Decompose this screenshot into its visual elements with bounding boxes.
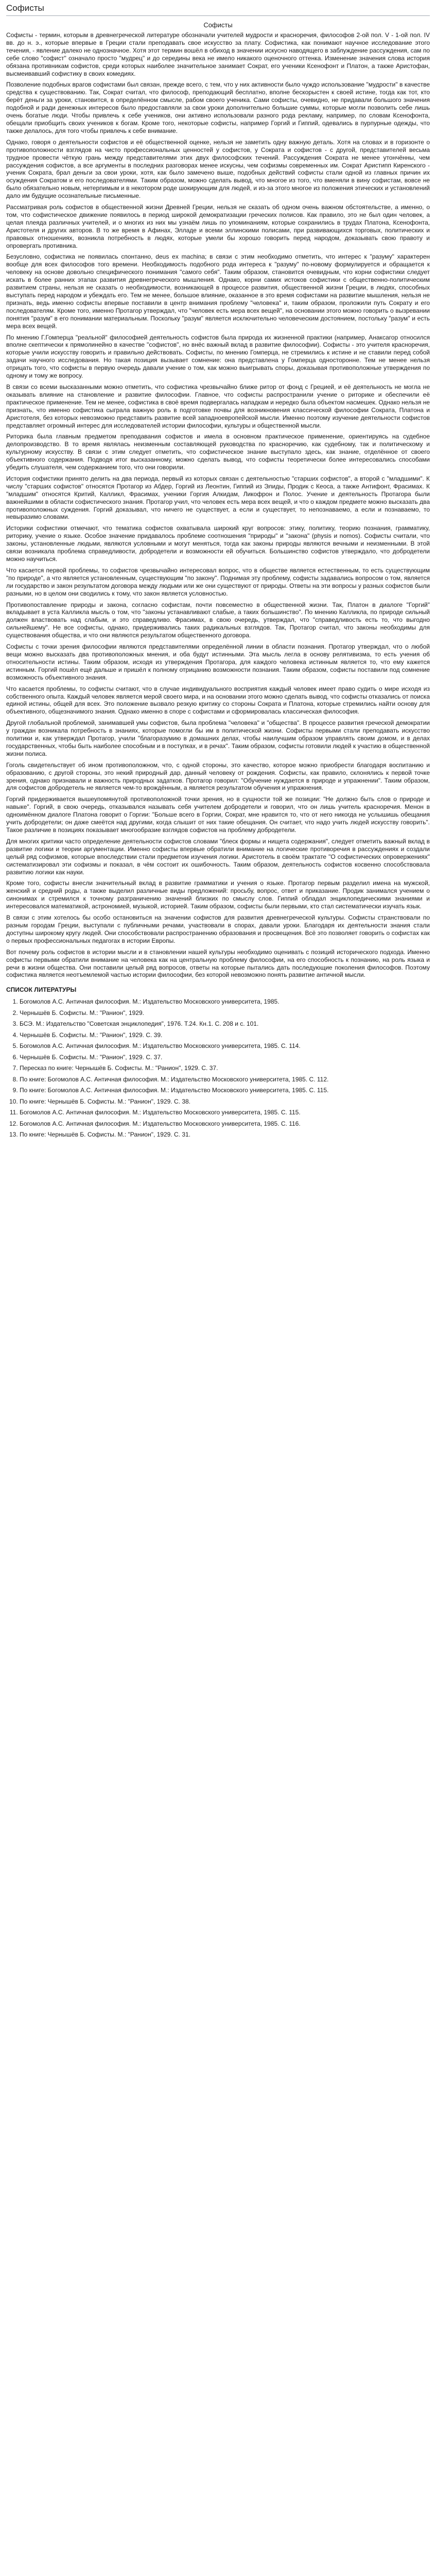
paragraph: Софисты - термин, которым в древнегреческой литературе обозначали учителей мудрости и красноречия, философов 2-ой пол. V - 1-ой пол. IV вв. до н. э., которые впервые в Греции стали преподавать свое искусство за плату. Софистика, как понимают научное исследование этого течения, - явление далеко не однозначное. Хотя этот термин вошёл в обиход в значении искусно наводящего в заблуждение рассуждения, сам по себе слово "софист" означало просто "мудрец" и до середины века не имело никакого оценочного оттенка. Изменение значения слова история обязана противникам софистов, среди которых наиболее значительное занимает Сократ, его ученики Ксенофонт и Платон, а также Аристофан, высмеивавший софистику в своих комедиях. <box>6 31 430 77</box>
reference-item: 11. Богомолов А.С. Античная философия. М.: Издательство Московского университета, 1985. С. 115. <box>20 1109 430 1116</box>
document-title: Софисты <box>203 21 233 29</box>
reference-item: 1. Богомолов А.С. Античная философия. М.: Издательство Московского университета, 1985. <box>20 998 430 1006</box>
paragraph: Другой глобальной проблемой, занимавшей умы софистов, была проблема "человека" и "общества". В процессе развития греческой демократии у граждан возникала потребность в знаниях, которые помогли бы им в политической жизни. Софисты первыми стали преподавать искусство политики и, как утверждал Протагор, учили "благоразумию в домашних делах, чтобы наилучшим образом управлять своим домом, и в делах государственных, чтобы быть наиболее способным и в поступках, и в речах". Таким образом, софисты готовили людей к участию в общественной жизни полиса. <box>6 719 430 757</box>
paragraph: Безусловно, софистика не появилась спонтанно, deus ex machina; в связи с этим необходимо отметить, что интерес к "разуму" характерен вообще для всех философов того времени. Необходимость подобного рода интереса к "разуму" по-новому формулируется и обращается к человеку на основе довольно специфического понимания "самого себя". Таким образом, становится очевидным, что корни софистики следует искать в более ранних этапах развития древнегреческого мышления. Однако, корни самих истоков софистики с общественно-политическим развитием страны, нельзя не сказать о необходимости, возникающей в процессе развития, общественной жизни Греции, в людях, способных выступать перед народом и убеждать его. Тем не менее, большое влияние, оказанное в это время софистами на развитие мышления, нельзя не признать, ведь именно софисты впервые поставили в центр внимания проблему "человека" и, таким образом, проложили путь Сократу и его последователям. Кроме того, именно Протагор утверждал, что "человек есть мера всех вещей", на основании этого можно говорить о вызревании понятия "разум" в его понимании материальным. Поскольку "разум" является исключительно человеческим достоянием, постольку "разум" и есть мера всех вещей. <box>6 253 430 330</box>
paragraph: Однако, говоря о деятельности софистов и её общественной оценке, нельзя не заметить одну важную деталь. Хотя на словах и в горизонте о противоположности взглядов на чисто профессиональных ценностей у софистов, у Сократа и софистов - с другой, представителей весьма трудное провести чёткую грань между представителями этих двух философских течений. Рассуждения Сократа не менее утончённы, чем рассуждения софистов, а все аргументы в последних разговорах менее искусны, чем софизмы современных им. Сократ Аристипп Киренского - ученик Сократа, брал деньги за свои уроки, хотя, как было замечено выше, подобных действий софисты стали одной из главных причин их осуждения Сократом и его последователями. Таким образом, можно сделать вывод, что многое из того, что вменяли в вину софистам, вовсе не было обязательно новым, нетерпимым и в некотором роде шокирующим для людей, и из-за этого многое из положения этических и установлений дало им будущие осознательные письменные. <box>6 138 430 200</box>
paragraph: Софисты с точки зрения философии являются представителями определённой линии в области познания. Протагор утверждал, что о любой вещи можно высказать два противоположных мнения, и оба будут истинными. Эта мысль легла в основу релятивизма, то есть учения об относительности истины. Таким образом, исходя из утверждения Протагора, для каждого человека истинным является то, что ему кажется истинным. Горгий пошёл ещё дальше и пришёл к полному отрицанию возможности познания. Таким образом, софисты поставили под сомнение возможность объективного знания. <box>6 643 430 681</box>
paragraph: Что касается проблемы, то софисты считают, что в случае индивидуального восприятия каждый человек имеет право судить о мире исходя из собственного опыта. Каждый человек является мерой своего мира, и на основании этого можно сделать вывод, что софисты отказались от поиска единой истины, общей для всех. Это положение вызвало резкую критику со стороны Сократа и Платона, которые стремились найти основу для объективного, общезначимого знания. Однако именно в споре с софистами и сформировалась классическая философия. <box>6 685 430 716</box>
reference-item: 4. Чернышёв Б. Софисты. М.: "Ранион", 1929. С. 39. <box>20 1031 430 1039</box>
paragraph: Рассматривая роль софистов в общественной жизни Древней Греции, нельзя не сказать об одном очень важном обстоятельстве, а именно, о том, что софистическое движение появилось в период широкой демократизации греческих полисов. Как правило, это не был один человек, а целая плеяда различных учителей, и о многих из них мы узнаём лишь по упоминаниям, которые сохранились в трудах Платона, Ксенофонта, Аристотеля и других авторов. В то же время в Афинах, Элладе и всеми эллинскими полисами, при развивающихся торговых, политических и правовых отношениях, возникла потребность в людях, которые умели бы хорошо говорить перед народом, доказывать свою правоту и опровергать противника. <box>6 204 430 249</box>
reference-item: 10. По книге: Чернышёв Б. Софисты. М.: "Ранион", 1929. С. 38. <box>20 1098 430 1106</box>
paragraph: Риторика была главным предметом преподавания софистов и имела в основном практическое применение, ориентируясь на судебное делопроизводство. В то время являлась неизменным составляющей руководства по красноречию, как судебному, так и политическому и культурному искусству. В связи с этим следует отметить, что софистическое знание выступало здесь, как знание, отделённое от своего объективного содержания. Подводя итог высказанному, можно сделать вывод, что софисты теоретически более интересовались способами убедить слушателя, чем содержанием того, что они говорили. <box>6 433 430 471</box>
document-body <box>6 31 430 979</box>
reference-item: 7. Пересказ по книге: Чернышёв Б. Софисты. М.: "Ранион", 1929. С. 37. <box>20 1064 430 1072</box>
reference-item: 5. Богомолов А.С. Античная философия. М.: Издательство Московского университета, 1985. С. 114. <box>20 1042 430 1050</box>
paragraph: Позволение подобных врагов софистами был связан, прежде всего, с тем, что у них активности было чуждо использование "мудрости" в качестве средства к существованию. Так, Сократ считал, что философ, преподающий бесплатно, вполне бескорыстен к своей истине, тогда как тот, кто берёт деньги за уроки, становится, в определённом смысле, рабом своего ученика. Сами софисты, очевидно, не придавали большого значения подобной и ради денежных интересов было предоставляли за свои уроки дополнительно большие суммы, которые могли позволить себе лишь очень богатые люди. Чтобы привлечь к себе учеников, они активно использовали разного рода рекламу, например, по словам Ксенофонта, обещали приобщить своих учеников к богам. Кроме того, некоторые софисты, например Горгий и Гиппий, одевались в пурпурные одежды, что также делалось, для того чтобы привлечь к себе внимание. <box>6 81 430 134</box>
paragraph: Что касается первой проблемы, то софистов чрезвычайно интересовал вопрос, что в обществе является естественным, то есть существующим "по природе", а что является установленным, существующим "по закону". Поднимая эту проблему, софисты задавались вопросом о том, является ли государство и закон результатом договора между людьми или же они существуют от природы. Ответы на эти вопросы у разных софистов были разными, но в целом они сводились к тому, что закон является условностью. <box>6 566 430 597</box>
reference-item: 8. По книге: Богомолов А.С. Античная философия. М.: Издательство Московского университета, 1985. С. 112. <box>20 1076 430 1083</box>
reference-item: 6. Чернышёв Б. Софисты. М.: "Ранион", 1929. С. 37. <box>20 1054 430 1061</box>
reference-item: 9. По книге: Богомолов А.С. Античная философия. М.: Издательство Московского университета, 1985. С. 115. <box>20 1087 430 1094</box>
paragraph: Противопоставление природы и закона, согласно софистам, почти повсеместно в общественной жизни. Так, Платон в диалоге "Горгий" вкладывает в уста Калликла мысль о том, что "законы устанавливают слабые, а таких большинство". По мнению Калликла, по природе сильный должен властвовать над слабым, и это справедливо. Фрасимах, в свою очередь, утверждал, что "справедливость есть то, что выгодно сильнейшему". Не все софисты, однако, придерживались таких радикальных взглядов. Так, Протагор считал, что законы необходимы для существования общества, и что они являются результатом общественного договора. <box>6 601 430 639</box>
reference-item: 2. Чернышёв Б. Софисты. М.: "Ранион", 1929. <box>20 1009 430 1017</box>
reference-item: 12. Богомолов А.С. Античная философия. М.: Издательство Московского университета, 1985. С. 116. <box>20 1120 430 1128</box>
references-list <box>6 998 430 1139</box>
title-divider <box>6 15 430 16</box>
reference-item: 13. По книге: Чернышёв Б. Софисты. М.: "Ранион", 1929. С. 31. <box>20 1131 430 1139</box>
paragraph: Историки софистики отмечают, что тематика софистов охватывала широкий круг вопросов: этику, политику, теорию познания, грамматику, риторику, учение о языке. Особое значение придавалось проблеме соотношения "природы" и "закона" (physis и nomos). Софисты считали, что законы, установленные людьми, являются условными и могут меняться, тогда как законы природы являются вечными и неизменными. В этой связи возникала проблема справедливости, добродетели и возможности ей обучиться. Большинство софистов утверждало, что добродетели можно научиться. <box>6 524 430 563</box>
paragraph: Горгий придерживается вышеупомянутой противоположной точки зрения, но в сущности той же позиции: "Не должно быть слов о природе и навыке". Горгий, в свою очередь, отказывался называть себя учителем добродетели и говорил, что он лишь учитель красноречия. Менон в одноимённом диалоге Платона говорит о Горгии: "Больше всего в Горгии, Сократ, мне нравится то, что от него никогда не услышишь обещания учить добродетели; он даже смеётся над другими, когда слышит от них такие обещания. Он считает, что надо учить людей искусству говорить". Такое различие в позициях показывает многообразие взглядов софистов на проблему добродетели. <box>6 795 430 834</box>
paragraph: По мнению Г.Гомперца "реальной" философией деятельность софистов была природа их жизненной практики (например, Анаксагор относился вполне скептически к прямолинейно в качестве "софистов", но внёс важный вклад в развитие философии). Софисты - это учителя красноречия, которые учили искусству говорить и правильно действовать. Софисты, по мнению Гомперца, не стремились к истине и не ставили перед собой задачи научного исследования. Но такая позиция вызывает сомнение: она представлена у Гомперца односторонне. Тем не менее нельзя отрицать того, что софисты в первую очередь давали учение о том, как можно выигрывать споры, доказывая противоположные утверждения по одному и тому же вопросу. <box>6 333 430 380</box>
paragraph: В связи с этим хотелось бы особо остановиться на значении софистов для развития древнегреческой культуры. Софисты странствовали по разным городам Греции, выступали с публичными речами, участвовали в спорах, давали уроки. Благодаря их деятельности знания стали доступны широкому кругу людей. Они способствовали распространению образования и просвещения. Всё это позволяет говорить о софистах как о первых профессиональных педагогах в истории Европы. <box>6 914 430 944</box>
paragraph: Кроме того, софисты внесли значительный вклад в развитие грамматики и учения о языке. Протагор первым разделил имена на мужской, женский и средний роды, а также выделил различные виды предложений: просьбу, вопрос, ответ и приказание. Продик занимался учением о синонимах и стремился к точному разграничению значений близких по смыслу слов. Гиппий обладал энциклопедическими знаниями и интересовался математикой, астрономией, музыкой, историей. Таким образом, софисты были первыми, кто стал систематически изучать язык. <box>6 879 430 910</box>
reference-item: 3. БСЭ. М.: Издательство "Советская энциклопедия", 1976. Т.24. Кн.1. С. 208 и с. 101. <box>20 1020 430 1028</box>
page-title: Софисты <box>6 3 44 13</box>
paragraph: Для многих критики часто определение деятельности софистов словами "блеск формы и нищета содержания", следует отметить важный вклад в развитие логики и теории аргументации. Именно софисты впервые обратили внимание на логические противоречия в рассуждениях и создали целый ряд софизмов, которые впоследствии стали предметом изучения логики. Аристотель в своём трактате "О софистических опровержениях" систематизировал эти софизмы и показал, в чём состоит их ошибочность. Таким образом, деятельность софистов косвенно способствовала развитию логики как науки. <box>6 837 430 876</box>
paragraph: В связи со всеми высказанными можно отметить, что софистика чрезвычайно ближе ритор от фонд с Грецией, и её деятельность не могла не оказывать влияние на становление и развитие философии. Главное, что софисты распространили учение о риторике и обеспечили её практическое применение. Тем не менее, софистика в своё время подвергалась нападкам и нередко была объектом насмешек. Однако нельзя не признать, что именно софистика сыграла важную роль в подготовке почвы для возникновения классической философии Сократа, Платона и Аристотеля, без которых невозможно представить развитие всей западноевропейской мысли. Именно поэтому изучение деятельности софистов представляет огромный интерес для исследователей истории философии, культуры и общественной мысли. <box>6 383 430 429</box>
paragraph: История софистики принято делить на два периода, первый из которых связан с деятельностью "старших софистов", а второй с "младшими". К числу "старших софистов" относятся Протагор из Абдер, Горгий из Леонтин, Гиппий из Элиды, Продик с Кеоса, а также Антифонт, Фрасимах. К "младшим" относятся Критий, Калликл, Фрасимах, ученики Горгия Алкидам, Ликофрон и Полос. Учение и деятельность Протагора были важнейшими в области софистического знания. Протагор учил, что человек есть мера всех вещей, и что о каждом предмете можно высказать два противоположных суждения. Горгий доказывал, что ничего не существует, а если и существует, то непознаваемо, а если и познаваемо, то невыразимо словами. <box>6 474 430 521</box>
paragraph: Вот почему роль софистов в истории мысли и в становлении нашей культуры необходимо оценивать с позиций исторического подхода. Именно софисты первыми обратили внимание на человека как на центральную проблему философии, на его способность к познанию, на роль языка и речи в жизни общества. Они поставили целый ряд вопросов, ответы на которые пытались дать последующие поколения философов. Поэтому софистика является неотъемлемой частью истории философии, без которой невозможно понять развитие античной мысли. <box>6 948 430 979</box>
paragraph: Гоголь свидетельствует об ином противоположном, что, с одной стороны, это качество, которое можно приобрести благодаря воспитанию и образованию, с другой стороны, это некий природный дар, данный человеку от рождения. Софисты, как правило, склонялись к первой точке зрения, однако признавали и важность природных задатков. Протагор говорил: "Обучение нуждается в природе и упражнении". Таким образом, для софистов добродетель не является чем-то врождённым, а является результатом обучения и упражнения. <box>6 761 430 792</box>
references-heading: СПИСОК ЛИТЕРАТУРЫ <box>6 986 77 994</box>
document-page <box>0 0 436 1153</box>
